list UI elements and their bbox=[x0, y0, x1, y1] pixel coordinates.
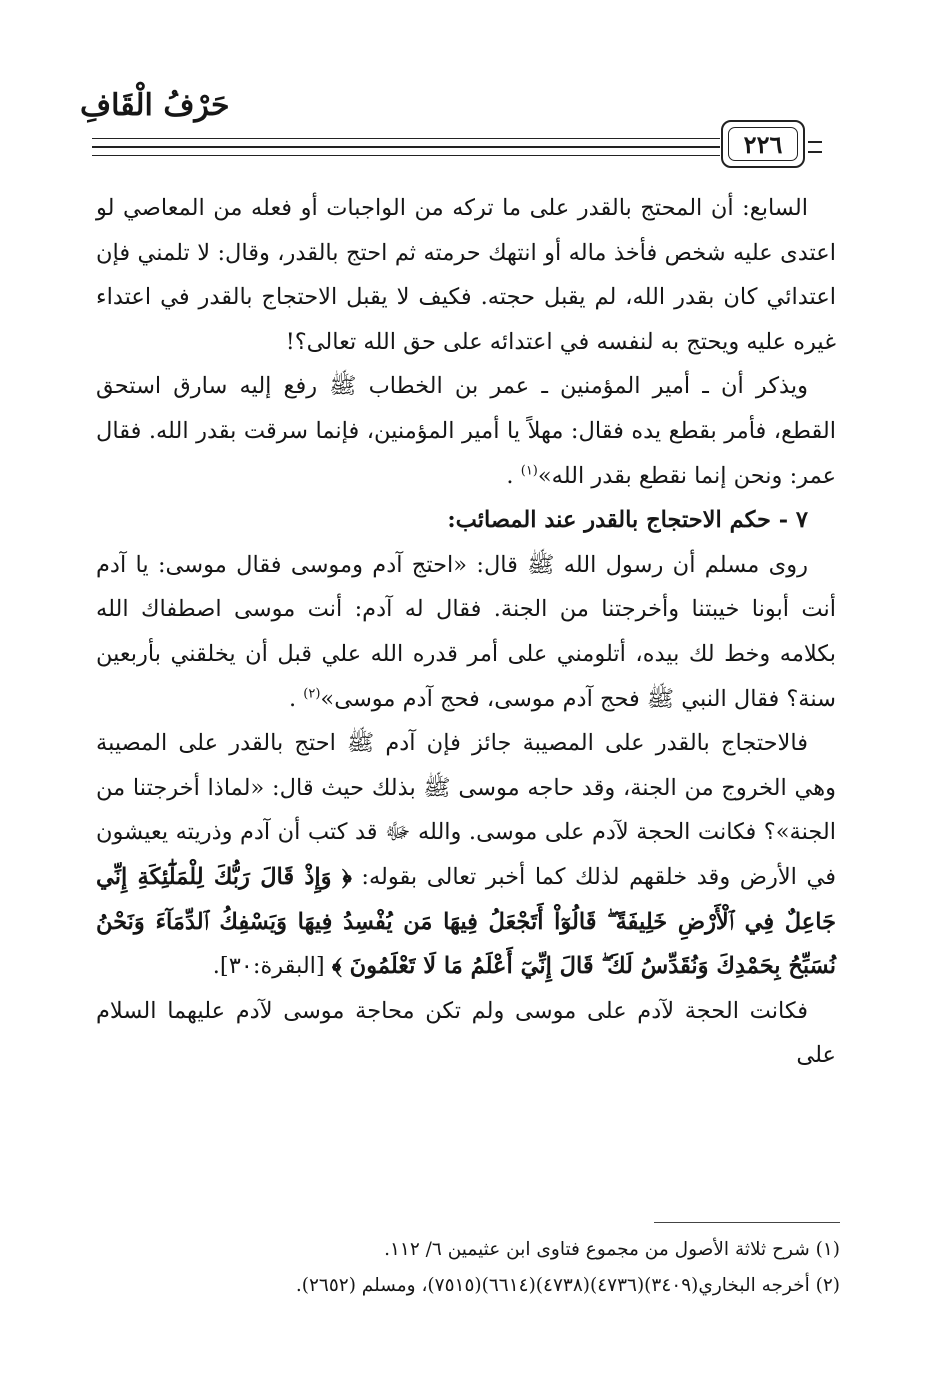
section-heading: ٧ - حكم الاحتجاج بالقدر عند المصائب: bbox=[447, 507, 808, 534]
paragraph-umar-story bbox=[96, 364, 836, 498]
paragraph-adam-text: فالاحتجاج بالقدر على المصيبة جائز فإن آدم ﷺ احتج بالقدر على المصيبة وهي الخروج من الجنة، وقد حاجه موسى ﷺ بذلك حيث قال: «لماذا أخرجتنا من الجنة»؟ فكانت الحجة لآدم على موسى. والله ﷻ قد كتب أن آدم وذريته يعيشون في الأرض وقد خلقهم لذلك كما أخبر تعالى بقوله: bbox=[96, 730, 837, 890]
paragraph-hadith-end: . bbox=[288, 685, 297, 712]
running-header-title: حَرْفُ الْقَافِ bbox=[80, 88, 230, 123]
page-number: ٢٢٦ bbox=[728, 127, 798, 161]
paragraph-umar-text: ويذكر أن ـ أمير المؤمنين ـ عمر بن الخطاب ﷺ رفع إليه سارق استحق القطع، فأمر بقطع يده فقال: مهلاً يا أمير المؤمنين، فإنما سرقت بقدر الله. فقال عمر: ونحن إنما نقطع بقدر الله» bbox=[96, 373, 836, 489]
footnotes bbox=[120, 1232, 840, 1304]
quran-reference: [البقرة:٣٠]. bbox=[212, 953, 325, 980]
paragraph-hadith-text: روى مسلم أن رسول الله ﷺ قال: «احتج آدم وموسى فقال موسى: يا آدم أنت أبونا خيبتنا وأخرجتنا من الجنة. فقال له آدم: أنت موسى اصطفاك الله بكلامه وخط لك بيده، أتلومني على أمر قدره الله علي قبل أن يخلقني بأربعين سنة؟ فقال النبي ﷺ فحج آدم موسى، فحج آدم موسى» bbox=[96, 551, 836, 712]
paragraph-hadith bbox=[96, 543, 836, 721]
header-rule-middle bbox=[92, 146, 720, 148]
paragraph-adam-argument bbox=[96, 721, 836, 989]
footnote-ref-2: (٢) bbox=[303, 686, 321, 702]
main-text bbox=[96, 186, 836, 1078]
page-number-frame bbox=[721, 120, 805, 168]
header-rule-short-top bbox=[808, 141, 822, 143]
paragraph-umar-end: . bbox=[506, 462, 514, 489]
quran-verse: ﴿ وَإِذْ قَالَ رَبُّكَ لِلْمَلَٰٓئِكَةِ إِنِّي جَاعِلٌ فِي ٱلْأَرْضِ خَلِيفَةً ۖ قَالُوٓاْ أَتَجْعَلُ فِيهَا مَن يُفْسِدُ فِيهَا وَيَسْفِكُ ٱلدِّمَآءَ وَنَحْنُ نُسَبِّحُ بِحَمْدِكَ وَنُقَدِّسُ لَكَ ۖ قَالَ إِنِّيٓ أَعْلَمُ مَا لَا تَعْلَمُونَ ﴾ bbox=[96, 863, 836, 980]
footnote-ref-1: (١) bbox=[520, 463, 538, 479]
header-rule-short-bottom bbox=[808, 151, 822, 153]
footnote-divider bbox=[654, 1222, 840, 1223]
paragraph-seventh-point: السابع: أن المحتج بالقدر على ما تركه من الواجبات أو فعله من المعاصي لو اعتدى عليه شخص فأخذ ماله أو انتهك حرمته ثم احتج بالقدر، وقال: لا تلمني فإن اعتدائي كان بقدر الله، لم يقبل حجته. فكيف لا يقبل الاحتجاج بالقدر في اعتداء غيره عليه ويحتج به لنفسه في اعتدائه على حق الله تعالى؟! bbox=[96, 195, 836, 355]
footnote-1: (١) شرح ثلاثة الأصول من مجموع فتاوى ابن عثيمين ٦/ ١١٢. bbox=[384, 1239, 840, 1260]
footnote-2: (٢) أخرجه البخاري(٣٤٠٩)(٤٧٣٦)(٤٧٣٨)(٦٦١٤)(٧٥١٥)، ومسلم (٢٦٥٢). bbox=[295, 1275, 840, 1296]
paragraph-conclusion: فكانت الحجة لآدم على موسى ولم تكن محاجة موسى لآدم عليهما السلام على bbox=[96, 997, 836, 1069]
header-rule-top bbox=[92, 138, 720, 139]
header-rule-bottom bbox=[92, 155, 720, 156]
